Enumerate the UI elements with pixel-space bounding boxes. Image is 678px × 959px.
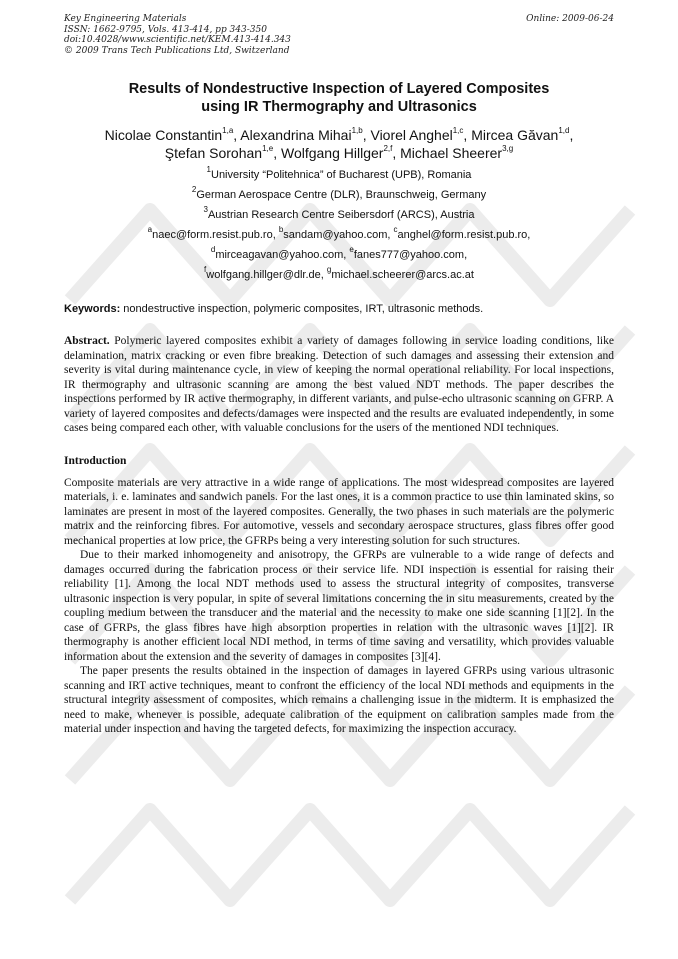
affiliation-item	[64, 185, 614, 202]
keywords-label: Keywords:	[64, 303, 121, 315]
journal-name: Key Engineering Materials	[64, 14, 187, 24]
author-affiliation-mark: 2,f	[383, 144, 393, 154]
email-mark: d	[210, 245, 216, 255]
author-name: Mircea Găvan	[471, 127, 559, 143]
author-name: Ştefan Sorohan	[164, 145, 263, 161]
author-line-2	[64, 144, 614, 162]
journal-info	[64, 14, 291, 56]
author-separator: ,	[233, 127, 241, 143]
author-separator: ,	[392, 145, 401, 161]
email-address: mirceagavan@yahoo.com,	[215, 249, 350, 261]
email-mark: c	[393, 225, 398, 235]
author-affiliation-mark: 3,g	[502, 144, 514, 154]
author-separator: ,	[362, 127, 371, 143]
abstract-label: Abstract.	[64, 335, 110, 347]
email-address: sandam@yahoo.com,	[283, 229, 394, 241]
author-name: Nicolae Constantin	[104, 127, 223, 143]
author-separator: ,	[463, 127, 472, 143]
keywords-text: nondestructive inspection, polymeric composites, IRT, ultrasonic methods.	[120, 303, 484, 315]
journal-issn: ISSN: 1662-9795, Vols. 413-414, pp 343-350	[64, 24, 267, 35]
author-name: Alexandrina Mihai	[240, 127, 352, 143]
author-name: Viorel Anghel	[370, 127, 453, 143]
email-mark: e	[349, 245, 354, 255]
email-address: fanes777@yahoo.com,	[353, 249, 468, 261]
abstract	[64, 334, 614, 436]
email-mark: g	[326, 265, 332, 275]
section-heading-introduction: Introduction	[64, 454, 127, 467]
introduction-paragraph: Composite materials are very attractive in a wide range of applications. The most widespread composites are layered materials, i. e. laminates and sandwich panels. For the last ones, it is a common practice to use thin laminated skins, so laminates are present in most of the layered composites. Generally, the two phases in such materials are the polymeric matrix and the reinforcing fibres. For automotive, vessels and secondary aerospace structures, glass fibres offer good mechanical properties at low price, the GFRPs being a very interesting solution for such structures.	[64, 476, 614, 547]
email-mark: f	[204, 265, 207, 275]
paper-title-line-1: Results of Nondestructive Inspection of Layered Composites	[128, 81, 550, 97]
email-address: naec@form.resist.pub.ro,	[152, 229, 279, 241]
journal-header	[64, 14, 614, 66]
author-line-1	[64, 126, 614, 144]
email-address: wolfgang.hillger@dlr.de,	[206, 269, 327, 281]
paper-title	[64, 80, 614, 116]
email-line-2	[64, 245, 614, 262]
online-date: Online: 2009-06-24	[526, 14, 614, 24]
author-affiliation-mark: 1,c	[452, 126, 464, 136]
introduction-paragraph: The paper presents the results obtained in the inspection of damages in layered GFRPs using various ultrasonic scanning and IRT active techniques, meant to confront the efficiency of the local NDI methods and equipments in the structural integrity assessment of composites, which remains a challenging issue in the midterm. It is emphasized the need to make, whenever is possible, adequate calibration of the equipment on calibration samples made from the material under inspection and having the targeted defects, for maximizing the inspection accuracy.	[64, 665, 614, 735]
affiliation-text: University “Politehnica” of Bucharest (UPB), Romania	[211, 169, 472, 181]
email-mark: b	[278, 225, 284, 235]
journal-copyright: © 2009 Trans Tech Publications Ltd, Switzerland	[64, 45, 290, 56]
author-name: Michael Sheerer	[400, 145, 503, 161]
affiliation-mark: 2	[191, 185, 197, 195]
email-line-1	[64, 225, 614, 242]
affiliation-text: German Aerospace Centre (DLR), Braunschweig, Germany	[196, 189, 487, 201]
affiliation-text: Austrian Research Centre Seibersdorf (ARCS), Austria	[207, 209, 475, 221]
affiliation-item	[64, 205, 614, 222]
author-separator: ,	[569, 127, 574, 143]
affiliation-item	[64, 165, 614, 182]
paper-title-line-2: using IR Thermography and Ultrasonics	[201, 99, 477, 115]
email-line-3	[64, 265, 614, 282]
author-affiliation-mark: 1,d	[558, 126, 570, 136]
abstract-text: Polymeric layered composites exhibit a variety of damages following in service loading conditions, like delamination, matrix cracking or even fibre breaking. Detection of such damages and assessing their extension and severity is vital during maintenance cycle, in view of keeping the normal operational reliability. For local inspections, IR thermography and ultrasonic scanning are among the best valued NDT methods. The paper describes the inspections performed by IR active thermography, in different variants, and pulse-echo ultrasonic scanning on GFRP. A variety of layered composites and defects/damages were inspected and the results are evaluated independently, in some cases being compared each other, with valuable conclusions for the users of the mentioned NDI techniques.	[64, 335, 614, 434]
author-affiliation-mark: 1,a	[222, 126, 234, 136]
affiliation-mark: 3	[203, 205, 208, 215]
author-list	[64, 126, 614, 162]
author-name: Wolfgang Hillger	[280, 145, 384, 161]
author-affiliation-mark: 1,b	[351, 126, 363, 136]
journal-doi: doi:10.4028/www.scientific.net/KEM.413-414.343	[64, 35, 291, 45]
email-address: anghel@form.resist.pub.ro,	[397, 229, 531, 241]
keywords	[64, 302, 614, 316]
author-affiliation-mark: 1,e	[262, 144, 274, 154]
introduction-paragraph: Due to their marked inhomogeneity and anisotropy, the GFRPs are vulnerable to a wide range of defects and damages occurred during the fabrication process or their service life. NDI inspection is essential for raising their reliability [1]. Among the local NDT methods used to assess the structural integrity of composites, transverse ultrasonic inspection is very popular, in spite of several limitations concerning the in situ measurements, created by the coupling medium between the transducer and the material and the necessity to make one side scanning [1][2]. In the case of GFRPs, the glass fibres have high absorption properties in relation with the ultrasonic waves [1][2]. IR thermography is another efficient local NDI method, in terms of time saving and versatility, which provides valuable information about the extension and the severity of damages in composites [3][4].	[64, 549, 614, 663]
affiliation-list	[64, 165, 614, 282]
author-separator: ,	[273, 145, 281, 161]
affiliation-mark: 1	[206, 165, 211, 175]
email-mark: a	[147, 225, 153, 235]
email-address: michael.scheerer@arcs.ac.at	[331, 269, 474, 281]
